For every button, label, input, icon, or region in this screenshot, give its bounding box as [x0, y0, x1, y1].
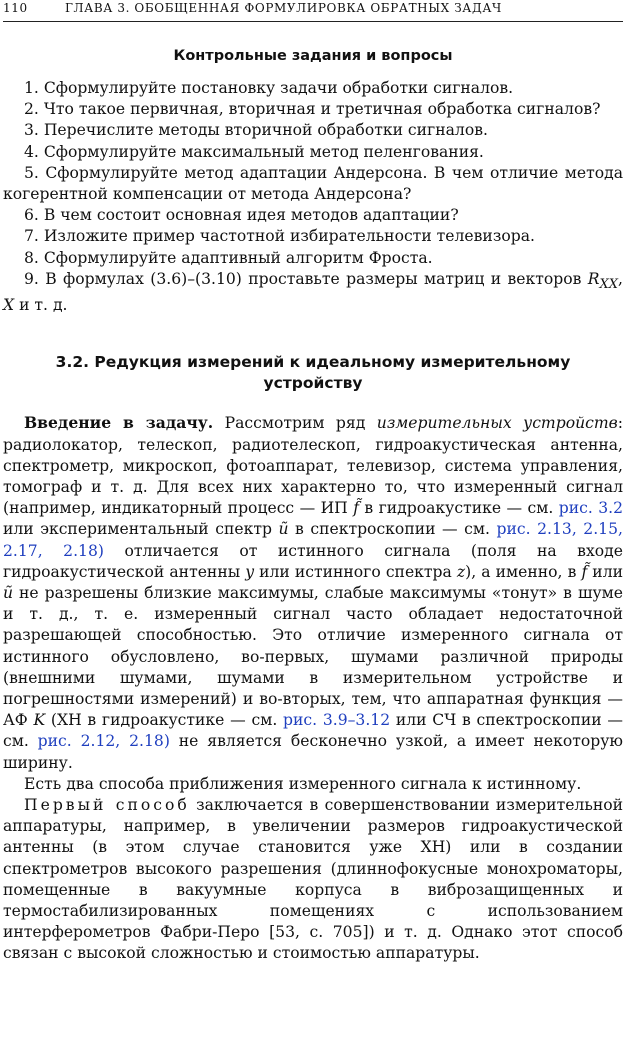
intro-emphasis: измерительных устройств: [376, 414, 618, 433]
intro-text: или СЧ в спектроскопии — см.: [3, 711, 624, 751]
math-u-tilde: ũ: [3, 583, 14, 602]
intro-paragraph: [3, 412, 623, 773]
questions-heading: Контрольные задания и вопросы: [173, 48, 453, 64]
figure-link-3-2[interactable]: рис. 3.2: [558, 499, 623, 518]
intro-text: Рассмотрим ряд: [213, 414, 377, 433]
intro-text: : радиолокатор, телескоп, радиотелескоп, гидроакустическая антенна, спектрометр, микроскоп, фотоаппарат, телевизор, система управления, томограф и т. д. Для всех них характерно то, что измеренный сигнал (например, индикаторный процесс — ИП: [3, 414, 623, 518]
intro-text: (ХН в гидроакустике — см.: [45, 711, 284, 730]
math-y: y: [245, 562, 255, 581]
question-item: 5. Сформулируйте метод адаптации Андерсона. В чем отличие метода когерентной компенсации от метода Андерсона?: [3, 163, 623, 204]
question-item: 8. Сформулируйте адаптивный алгоритм Фроста.: [24, 248, 433, 267]
matrix-symbol-r: [587, 269, 619, 292]
question-item: 2. Что такое первичная, вторичная и третичная обработка сигналов?: [24, 100, 601, 119]
q9-text-a: 9. В формулах (3.6)–(3.10) проставьте размеры матриц и векторов: [24, 269, 588, 288]
chapter-title: ГЛАВА 3. ОБОБЩЕННАЯ ФОРМУЛИРОВКА ОБРАТНЫХ ЗАДАЧ: [65, 1, 502, 15]
math-z: z: [456, 562, 466, 581]
two-methods-paragraph: Есть два способа приближения измеренного сигнала к истинному.: [24, 774, 582, 793]
question-item: 7. Изложите пример частотной избирательности телевизора.: [24, 227, 535, 246]
first-method-paragraph: [3, 795, 623, 965]
q9-text-c: и т. д.: [14, 296, 68, 315]
question-item: 4. Сформулируйте максимальный метод пеленгования.: [24, 142, 484, 161]
questions-list: [3, 78, 623, 316]
math-k: K: [33, 711, 46, 730]
intro-text: или: [587, 562, 623, 581]
intro-text: в спектроскопии — см.: [288, 520, 497, 539]
section-heading: 3.2. Редукция измерений к идеальному измерительному устройству: [55, 353, 571, 393]
intro-text: не разрешены близкие максимумы, слабые максимумы «тонут» в шуме и т. д., т. е. измеренный сигнал часто обладает недостаточной разрешающей способностью. Это отличие измеренного сигнала от истинного обусловлено, во-первых, шумами различной природы (внешними шумами, шумами в измерительном устройстве и погрешностями измерений) и во-вторых, тем, что аппаратная функция — АФ: [3, 583, 623, 730]
intro-text: или экспериментальный спектр: [3, 520, 279, 539]
first-method-text: заключается в совершенствовании измерительной аппаратуры, например, в увеличении размеров гидроакустической антенны (в этом случае становится уже ХН) или в создании спектрометров высокого разрешения (длиннофокусные монохроматоры, помещенные в вакуумные корпуса в виброзащищенных и термостабилизированных помещениях с использованием интерферометров Фабри-Перо [53, с. 705]) и т. д. Однако этот способ связан с высокой сложностью и стоимостью аппаратуры.: [3, 796, 623, 963]
math-u-tilde: ũ: [278, 520, 289, 539]
figure-link-2-13[interactable]: рис. 2.13, 2.15, 2.17, 2.18): [3, 520, 623, 560]
intro-text: в гидроакустике — см.: [358, 499, 559, 518]
page-number: 110: [3, 1, 28, 15]
math-f-tilde: f̃: [581, 562, 588, 581]
intro-text: ), а именно, в: [465, 562, 582, 581]
first-method-lead: Первый способ: [24, 796, 190, 814]
matrix-r-subscript: XX: [599, 276, 619, 292]
running-head: [3, 0, 623, 22]
question-item: 3. Перечислите методы вторичной обработки сигналов.: [24, 121, 488, 140]
question-item-9: [3, 269, 623, 317]
q9-text-b: ,: [618, 269, 623, 288]
figure-link-2-12[interactable]: рис. 2.12, 2.18): [37, 732, 170, 751]
intro-text: не является бесконечно узкой, а имеет некоторую ширину.: [3, 732, 624, 772]
math-f-tilde: f̃: [353, 499, 359, 518]
vector-symbol-x: X: [3, 296, 15, 315]
matrix-r-letter: R: [587, 269, 600, 288]
figure-link-3-9[interactable]: рис. 3.9–3.12: [283, 711, 391, 730]
intro-text: отличается от истинного сигнала (поля на входе гидроакустической антенны: [3, 541, 623, 581]
question-item: 1. Сформулируйте постановку задачи обработки сигналов.: [24, 79, 514, 97]
intro-text: или истинного спектра: [254, 562, 457, 581]
question-item: 6. В чем состоит основная идея методов адаптации?: [24, 206, 459, 225]
intro-lead: Введение в задачу.: [24, 413, 214, 433]
